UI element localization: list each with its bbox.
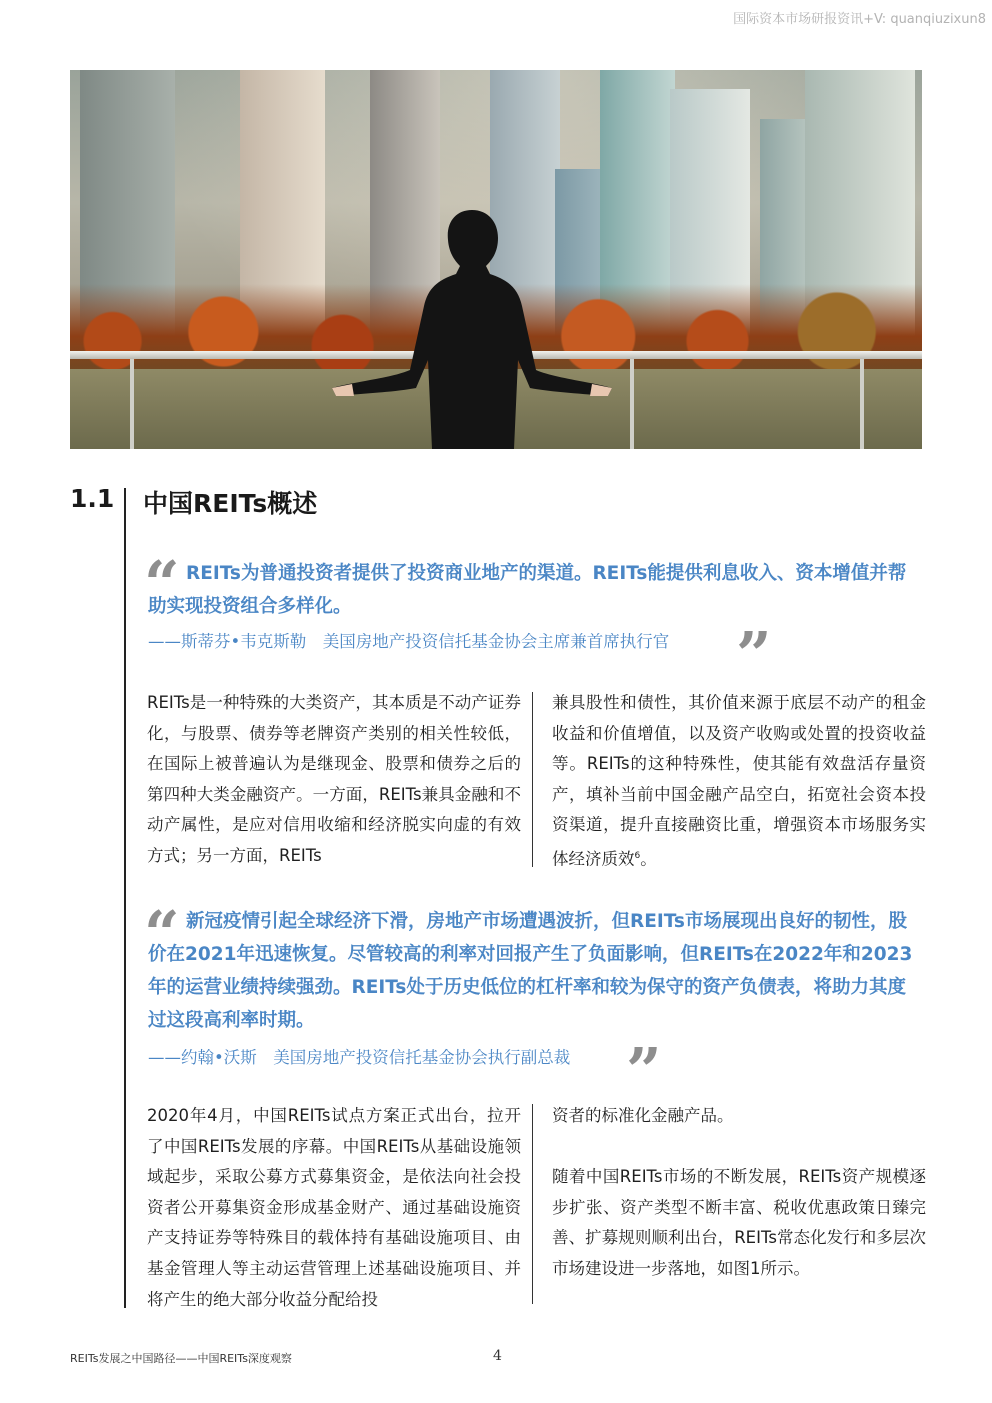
section-number: 1.1: [70, 484, 115, 513]
open-quote-icon: “: [144, 897, 180, 970]
section-title: 中国REITs概述: [143, 489, 318, 518]
para-1-right-text: 兼具股性和债性，其价值来源于底层不动产的租金收益和价值增值，以及资产收购或处置的投资收益等。REITs的这种特殊性，使其能有效盘活存量资产，填补当前中国金融产品空白，拓宽社会资本投资渠道，提升直接融资比重，增强资本市场服务实体经济质效: [552, 693, 926, 869]
para-2-right-column: [552, 1101, 926, 1285]
footer-title: REITs发展之中国路径——中国REITs深度观察: [70, 1352, 292, 1365]
close-quote-icon: ”: [736, 618, 772, 691]
footnote-ref: 6: [634, 850, 641, 861]
column-divider: [532, 692, 533, 867]
quote-1-text: REITs为普通投资者提供了投资商业地产的渠道。REITs能提供利息收入、资本增值并帮助实现投资组合多样化。: [148, 563, 907, 617]
para-2-right-text-2: 随着中国REITs市场的不断发展，REITs资产规模逐步扩张、资产类型不断丰富、税收优惠政策日臻完善、扩募规则顺利出台，REITs常态化发行和多层次市场建设进一步落地，如图1所示。: [552, 1167, 926, 1278]
hero-image: [70, 70, 922, 449]
para-1-left-column: REITs是一种特殊的大类资产，其本质是不动产证券化，与股票、债券等老牌资产类别的相关性较低，在国际上被普遍认为是继现金、股票和债券之后的第四种大类金融资产。一方面，REITs兼具金融和不动产属性，是应对信用收缩和经济脱实向虚的有效方式；另一方面，REITs: [147, 693, 521, 865]
quote-2-attribution: ——约翰•沃斯 美国房地产投资信托基金协会执行副总裁: [148, 1048, 571, 1067]
quote-2-text: 新冠疫情引起全球经济下滑，房地产市场遭遇波折，但REITs市场展现出良好的韧性，股价在2021年迅速恢复。尽管较高的利率对回报产生了负面影响，但REITs在2022年和2023年的运营业绩持续强劲。REITs处于历史低位的杠杆率和较为保守的资产负债表，将助力其度过这段高利率时期。: [148, 911, 913, 1031]
page-number: 4: [493, 1348, 502, 1364]
close-quote-icon: ”: [626, 1034, 662, 1107]
quote-1-attribution: ——斯蒂芬•韦克斯勒 美国房地产投资信托基金协会主席兼首席执行官: [148, 632, 670, 651]
para-2-left-column: 2020年4月，中国REITs试点方案正式出台，拉开了中国REITs发展的序幕。中国REITs从基础设施领域起步，采取公募方式募集资金，是依法向社会投资者公开募集资金形成基金财产、通过基础设施资产支持证券等特殊目的载体持有基础设施项目、由基金管理人等主动运营管理上述基础设施项目、并将产生的绝大部分收益分配给投: [147, 1106, 521, 1309]
watermark: 国际资本市场研报资讯+V: quanqiuzixun8: [733, 12, 986, 27]
para-1-right-column: [552, 688, 926, 875]
section-divider-line: [124, 488, 126, 1308]
column-divider: [532, 1104, 533, 1304]
woman-figure: [332, 210, 612, 449]
open-quote-icon: “: [144, 547, 180, 620]
para-2-right-text-1: 资者的标准化金融产品。: [552, 1106, 734, 1125]
para-1-right-end: 。: [640, 849, 657, 869]
